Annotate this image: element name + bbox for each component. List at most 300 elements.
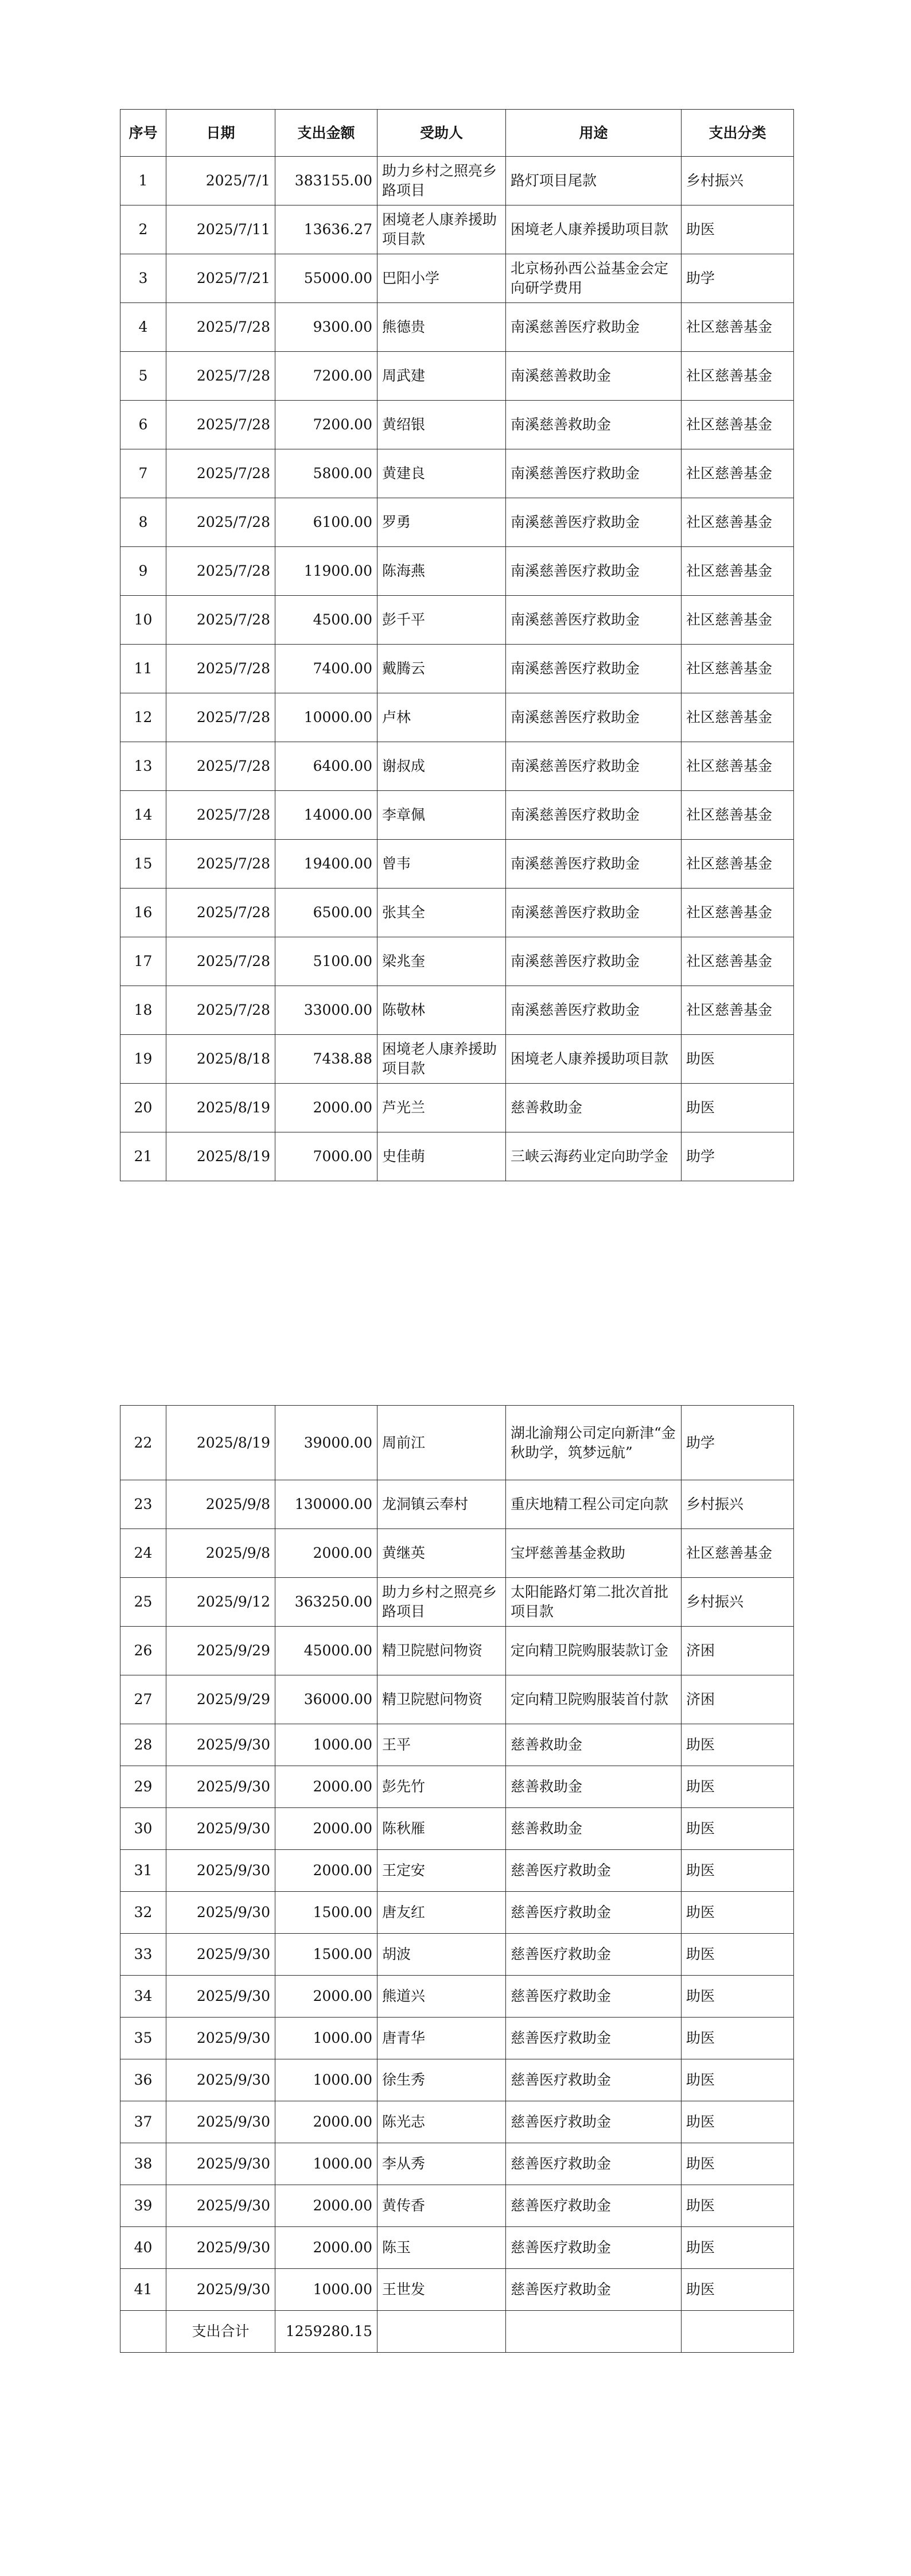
table-row — [120, 401, 794, 449]
table-body-page-1 — [120, 157, 794, 1181]
row-recipient: 困境老人康养援助项目款 — [377, 205, 506, 254]
row-purpose: 困境老人康养援助项目款 — [506, 205, 682, 254]
row-recipient: 胡波 — [377, 1934, 506, 1976]
row-purpose: 慈善医疗救助金 — [506, 2018, 682, 2059]
row-amount: 11900.00 — [275, 547, 377, 596]
row-category: 助医 — [682, 1724, 794, 1766]
row-category: 助医 — [682, 1084, 794, 1132]
row-no: 3 — [120, 254, 166, 303]
row-recipient: 李章佩 — [377, 791, 506, 840]
row-amount: 55000.00 — [275, 254, 377, 303]
table-row — [120, 1627, 794, 1675]
row-purpose: 三峡云海药业定向助学金 — [506, 1132, 682, 1181]
row-amount: 2000.00 — [275, 1850, 377, 1892]
total-empty-category — [682, 2311, 794, 2353]
row-no: 41 — [120, 2269, 166, 2311]
row-date: 2025/9/29 — [166, 1675, 275, 1724]
row-category: 社区慈善基金 — [682, 449, 794, 498]
row-no: 18 — [120, 986, 166, 1035]
row-amount: 19400.00 — [275, 840, 377, 889]
row-date: 2025/9/29 — [166, 1627, 275, 1675]
row-amount: 2000.00 — [275, 1976, 377, 2018]
row-date: 2025/9/30 — [166, 1766, 275, 1808]
row-purpose: 南溪慈善救助金 — [506, 401, 682, 449]
row-category: 社区慈善基金 — [682, 401, 794, 449]
row-recipient: 巴阳小学 — [377, 254, 506, 303]
row-date: 2025/7/11 — [166, 205, 275, 254]
row-date: 2025/9/30 — [166, 1808, 275, 1850]
row-purpose: 宝坪慈善基金救助 — [506, 1529, 682, 1578]
table-row — [120, 1132, 794, 1181]
row-purpose: 慈善医疗救助金 — [506, 1976, 682, 2018]
row-category: 助医 — [682, 1976, 794, 2018]
table-row — [120, 2018, 794, 2059]
row-date: 2025/7/21 — [166, 254, 275, 303]
row-date: 2025/7/28 — [166, 693, 275, 742]
row-amount: 2000.00 — [275, 2227, 377, 2269]
row-category: 助学 — [682, 1132, 794, 1181]
row-category: 助医 — [682, 1808, 794, 1850]
row-purpose: 南溪慈善医疗救助金 — [506, 840, 682, 889]
table-row — [120, 1892, 794, 1934]
row-no: 19 — [120, 1035, 166, 1084]
row-no: 9 — [120, 547, 166, 596]
row-no: 26 — [120, 1627, 166, 1675]
row-purpose: 定向精卫院购服装款订金 — [506, 1627, 682, 1675]
row-purpose: 慈善医疗救助金 — [506, 2269, 682, 2311]
row-amount: 33000.00 — [275, 986, 377, 1035]
row-amount: 363250.00 — [275, 1578, 377, 1627]
row-no: 16 — [120, 889, 166, 937]
row-amount: 2000.00 — [275, 1766, 377, 1808]
row-no: 38 — [120, 2143, 166, 2185]
table-row — [120, 889, 794, 937]
header-amount: 支出金额 — [275, 110, 377, 157]
header-date: 日期 — [166, 110, 275, 157]
row-amount: 1000.00 — [275, 2018, 377, 2059]
total-amount: 1259280.15 — [275, 2311, 377, 2353]
row-date: 2025/7/28 — [166, 840, 275, 889]
header-no: 序号 — [120, 110, 166, 157]
row-no: 29 — [120, 1766, 166, 1808]
table-row — [120, 498, 794, 547]
row-no: 11 — [120, 645, 166, 693]
row-recipient: 陈光志 — [377, 2101, 506, 2143]
header-category: 支出分类 — [682, 110, 794, 157]
row-category: 乡村振兴 — [682, 157, 794, 205]
row-purpose: 南溪慈善医疗救助金 — [506, 303, 682, 352]
row-category: 社区慈善基金 — [682, 889, 794, 937]
row-no: 27 — [120, 1675, 166, 1724]
row-purpose: 南溪慈善医疗救助金 — [506, 547, 682, 596]
row-date: 2025/9/30 — [166, 2018, 275, 2059]
row-date: 2025/9/12 — [166, 1578, 275, 1627]
row-purpose: 慈善医疗救助金 — [506, 2185, 682, 2227]
row-no: 12 — [120, 693, 166, 742]
row-no: 30 — [120, 1808, 166, 1850]
row-no: 7 — [120, 449, 166, 498]
row-purpose: 南溪慈善救助金 — [506, 352, 682, 401]
row-purpose: 南溪慈善医疗救助金 — [506, 937, 682, 986]
row-recipient: 黄传香 — [377, 2185, 506, 2227]
total-empty-purpose — [506, 2311, 682, 2353]
header-purpose: 用途 — [506, 110, 682, 157]
row-amount: 7000.00 — [275, 1132, 377, 1181]
row-purpose: 困境老人康养援助项目款 — [506, 1035, 682, 1084]
row-amount: 6500.00 — [275, 889, 377, 937]
row-date: 2025/8/18 — [166, 1035, 275, 1084]
expenditure-table-page-2 — [120, 1405, 794, 2353]
row-amount: 5100.00 — [275, 937, 377, 986]
header-recipient: 受助人 — [377, 110, 506, 157]
row-no: 15 — [120, 840, 166, 889]
table-body-page-2 — [120, 1406, 794, 2311]
row-amount: 6400.00 — [275, 742, 377, 791]
table-row — [120, 2059, 794, 2101]
row-category: 社区慈善基金 — [682, 693, 794, 742]
row-amount: 383155.00 — [275, 157, 377, 205]
row-amount: 7438.88 — [275, 1035, 377, 1084]
row-date: 2025/8/19 — [166, 1132, 275, 1181]
row-no: 21 — [120, 1132, 166, 1181]
row-date: 2025/7/28 — [166, 986, 275, 1035]
row-purpose: 慈善医疗救助金 — [506, 1934, 682, 1976]
row-purpose: 南溪慈善医疗救助金 — [506, 596, 682, 645]
row-date: 2025/7/28 — [166, 352, 275, 401]
row-recipient: 陈敬林 — [377, 986, 506, 1035]
row-purpose: 南溪慈善医疗救助金 — [506, 693, 682, 742]
total-row — [120, 2311, 794, 2353]
row-amount: 7400.00 — [275, 645, 377, 693]
row-category: 助医 — [682, 1850, 794, 1892]
row-date: 2025/9/30 — [166, 1892, 275, 1934]
row-date: 2025/9/30 — [166, 2269, 275, 2311]
row-category: 助学 — [682, 1406, 794, 1480]
row-category: 济困 — [682, 1627, 794, 1675]
row-recipient: 戴腾云 — [377, 645, 506, 693]
row-date: 2025/7/28 — [166, 449, 275, 498]
row-recipient: 周武建 — [377, 352, 506, 401]
row-amount: 13636.27 — [275, 205, 377, 254]
row-no: 17 — [120, 937, 166, 986]
table-row — [120, 1724, 794, 1766]
row-no: 37 — [120, 2101, 166, 2143]
row-no: 32 — [120, 1892, 166, 1934]
row-recipient: 彭千平 — [377, 596, 506, 645]
row-date: 2025/7/28 — [166, 596, 275, 645]
table-row — [120, 1934, 794, 1976]
row-category: 社区慈善基金 — [682, 645, 794, 693]
row-recipient: 史佳萌 — [377, 1132, 506, 1181]
table-row — [120, 1766, 794, 1808]
row-amount: 6100.00 — [275, 498, 377, 547]
table-row — [120, 937, 794, 986]
table-row — [120, 254, 794, 303]
row-amount: 4500.00 — [275, 596, 377, 645]
total-no-cell — [120, 2311, 166, 2353]
row-amount: 5800.00 — [275, 449, 377, 498]
row-recipient: 陈玉 — [377, 2227, 506, 2269]
row-purpose: 慈善医疗救助金 — [506, 2101, 682, 2143]
table-row — [120, 986, 794, 1035]
row-date: 2025/7/28 — [166, 937, 275, 986]
row-recipient: 精卫院慰问物资 — [377, 1675, 506, 1724]
row-no: 31 — [120, 1850, 166, 1892]
row-category: 社区慈善基金 — [682, 498, 794, 547]
row-no: 40 — [120, 2227, 166, 2269]
row-amount: 2000.00 — [275, 2185, 377, 2227]
row-amount: 1000.00 — [275, 2059, 377, 2101]
row-no: 1 — [120, 157, 166, 205]
row-date: 2025/7/28 — [166, 547, 275, 596]
row-recipient: 梁兆奎 — [377, 937, 506, 986]
table-row — [120, 693, 794, 742]
row-recipient: 曾韦 — [377, 840, 506, 889]
row-recipient: 陈海燕 — [377, 547, 506, 596]
row-category: 乡村振兴 — [682, 1578, 794, 1627]
row-purpose: 重庆地精工程公司定向款 — [506, 1480, 682, 1529]
table-row — [120, 157, 794, 205]
row-purpose: 慈善医疗救助金 — [506, 1850, 682, 1892]
row-category: 助医 — [682, 205, 794, 254]
row-category: 社区慈善基金 — [682, 937, 794, 986]
table-row — [120, 645, 794, 693]
table-row — [120, 1035, 794, 1084]
row-recipient: 困境老人康养援助项目款 — [377, 1035, 506, 1084]
row-no: 10 — [120, 596, 166, 645]
row-no: 5 — [120, 352, 166, 401]
row-category: 社区慈善基金 — [682, 840, 794, 889]
row-purpose: 南溪慈善医疗救助金 — [506, 645, 682, 693]
table-row — [120, 303, 794, 352]
row-category: 助医 — [682, 2143, 794, 2185]
table-row — [120, 1675, 794, 1724]
row-purpose: 南溪慈善医疗救助金 — [506, 791, 682, 840]
row-date: 2025/7/28 — [166, 303, 275, 352]
row-recipient: 精卫院慰问物资 — [377, 1627, 506, 1675]
row-category: 社区慈善基金 — [682, 1529, 794, 1578]
table-row — [120, 1084, 794, 1132]
row-purpose: 慈善救助金 — [506, 1766, 682, 1808]
row-recipient: 陈秋雁 — [377, 1808, 506, 1850]
row-category: 社区慈善基金 — [682, 352, 794, 401]
table-row — [120, 2185, 794, 2227]
row-amount: 10000.00 — [275, 693, 377, 742]
row-amount: 1000.00 — [275, 2269, 377, 2311]
row-amount: 1500.00 — [275, 1934, 377, 1976]
row-recipient: 熊德贵 — [377, 303, 506, 352]
row-amount: 2000.00 — [275, 2101, 377, 2143]
expenditure-table-page-1 — [120, 109, 794, 1181]
row-purpose: 慈善救助金 — [506, 1084, 682, 1132]
row-date: 2025/9/30 — [166, 1934, 275, 1976]
row-purpose: 慈善医疗救助金 — [506, 2143, 682, 2185]
row-category: 助医 — [682, 2018, 794, 2059]
row-amount: 1500.00 — [275, 1892, 377, 1934]
row-category: 助学 — [682, 254, 794, 303]
row-recipient: 龙洞镇云奉村 — [377, 1480, 506, 1529]
row-recipient: 芦光兰 — [377, 1084, 506, 1132]
table-row — [120, 791, 794, 840]
row-amount: 39000.00 — [275, 1406, 377, 1480]
table-row — [120, 596, 794, 645]
row-purpose: 路灯项目尾款 — [506, 157, 682, 205]
row-category: 助医 — [682, 1766, 794, 1808]
row-recipient: 罗勇 — [377, 498, 506, 547]
row-purpose: 南溪慈善医疗救助金 — [506, 742, 682, 791]
row-no: 6 — [120, 401, 166, 449]
row-purpose: 南溪慈善医疗救助金 — [506, 889, 682, 937]
row-no: 8 — [120, 498, 166, 547]
row-no: 4 — [120, 303, 166, 352]
row-recipient: 卢林 — [377, 693, 506, 742]
table-row — [120, 1850, 794, 1892]
row-amount: 36000.00 — [275, 1675, 377, 1724]
row-amount: 9300.00 — [275, 303, 377, 352]
row-no: 36 — [120, 2059, 166, 2101]
row-recipient: 王平 — [377, 1724, 506, 1766]
row-date: 2025/9/30 — [166, 2227, 275, 2269]
row-recipient: 助力乡村之照亮乡路项目 — [377, 157, 506, 205]
total-empty-recipient — [377, 2311, 506, 2353]
row-date: 2025/9/30 — [166, 1724, 275, 1766]
row-category: 助医 — [682, 1035, 794, 1084]
row-date: 2025/9/30 — [166, 2059, 275, 2101]
row-date: 2025/9/8 — [166, 1480, 275, 1529]
row-purpose: 慈善医疗救助金 — [506, 2059, 682, 2101]
table-row — [120, 2101, 794, 2143]
row-date: 2025/8/19 — [166, 1406, 275, 1480]
row-recipient: 王定安 — [377, 1850, 506, 1892]
row-recipient: 彭先竹 — [377, 1766, 506, 1808]
row-purpose: 太阳能路灯第二批次首批项目款 — [506, 1578, 682, 1627]
row-purpose: 慈善医疗救助金 — [506, 2227, 682, 2269]
row-amount: 130000.00 — [275, 1480, 377, 1529]
row-category: 助医 — [682, 2059, 794, 2101]
header-row — [120, 110, 794, 157]
row-amount: 2000.00 — [275, 1529, 377, 1578]
row-amount: 1000.00 — [275, 2143, 377, 2185]
row-date: 2025/9/30 — [166, 2143, 275, 2185]
row-no: 28 — [120, 1724, 166, 1766]
table-row — [120, 1976, 794, 2018]
row-category: 助医 — [682, 2269, 794, 2311]
row-recipient: 王世发 — [377, 2269, 506, 2311]
row-amount: 7200.00 — [275, 401, 377, 449]
row-purpose: 慈善救助金 — [506, 1808, 682, 1850]
row-category: 助医 — [682, 2227, 794, 2269]
row-category: 济困 — [682, 1675, 794, 1724]
table-row — [120, 1529, 794, 1578]
row-no: 33 — [120, 1934, 166, 1976]
row-no: 35 — [120, 2018, 166, 2059]
row-date: 2025/9/30 — [166, 1976, 275, 2018]
row-category: 社区慈善基金 — [682, 791, 794, 840]
row-amount: 2000.00 — [275, 1808, 377, 1850]
table-row — [120, 1406, 794, 1480]
row-no: 20 — [120, 1084, 166, 1132]
row-purpose: 慈善医疗救助金 — [506, 1892, 682, 1934]
row-category: 社区慈善基金 — [682, 596, 794, 645]
row-category: 社区慈善基金 — [682, 547, 794, 596]
row-no: 14 — [120, 791, 166, 840]
row-no: 23 — [120, 1480, 166, 1529]
row-recipient: 助力乡村之照亮乡路项目 — [377, 1578, 506, 1627]
row-date: 2025/9/30 — [166, 2185, 275, 2227]
row-recipient: 周前江 — [377, 1406, 506, 1480]
table-row — [120, 1480, 794, 1529]
table-row — [120, 2269, 794, 2311]
row-date: 2025/7/28 — [166, 791, 275, 840]
row-amount: 14000.00 — [275, 791, 377, 840]
table-row — [120, 547, 794, 596]
row-amount: 45000.00 — [275, 1627, 377, 1675]
row-amount: 2000.00 — [275, 1084, 377, 1132]
row-category: 助医 — [682, 2185, 794, 2227]
row-category: 助医 — [682, 1892, 794, 1934]
row-recipient: 徐生秀 — [377, 2059, 506, 2101]
row-date: 2025/8/19 — [166, 1084, 275, 1132]
table-row — [120, 352, 794, 401]
row-purpose: 南溪慈善医疗救助金 — [506, 498, 682, 547]
row-category: 助医 — [682, 1934, 794, 1976]
row-amount: 1000.00 — [275, 1724, 377, 1766]
row-no: 39 — [120, 2185, 166, 2227]
row-date: 2025/9/30 — [166, 2101, 275, 2143]
row-recipient: 唐友红 — [377, 1892, 506, 1934]
row-recipient: 黄建良 — [377, 449, 506, 498]
table-row — [120, 840, 794, 889]
row-recipient: 李从秀 — [377, 2143, 506, 2185]
table-row — [120, 1808, 794, 1850]
row-category: 助医 — [682, 2101, 794, 2143]
table-row — [120, 449, 794, 498]
row-purpose: 南溪慈善医疗救助金 — [506, 449, 682, 498]
row-date: 2025/7/28 — [166, 889, 275, 937]
row-category: 社区慈善基金 — [682, 742, 794, 791]
row-category: 乡村振兴 — [682, 1480, 794, 1529]
row-amount: 7200.00 — [275, 352, 377, 401]
row-purpose: 北京杨孙西公益基金会定向研学费用 — [506, 254, 682, 303]
row-purpose: 定向精卫院购服装首付款 — [506, 1675, 682, 1724]
row-no: 22 — [120, 1406, 166, 1480]
row-date: 2025/7/28 — [166, 498, 275, 547]
row-no: 24 — [120, 1529, 166, 1578]
row-date: 2025/7/28 — [166, 401, 275, 449]
row-no: 25 — [120, 1578, 166, 1627]
table-row — [120, 1578, 794, 1627]
row-no: 13 — [120, 742, 166, 791]
total-label: 支出合计 — [166, 2311, 275, 2353]
table-row — [120, 2227, 794, 2269]
row-date: 2025/9/30 — [166, 1850, 275, 1892]
row-recipient: 张其全 — [377, 889, 506, 937]
row-recipient: 黄继英 — [377, 1529, 506, 1578]
row-recipient: 黄绍银 — [377, 401, 506, 449]
row-recipient: 熊道兴 — [377, 1976, 506, 2018]
row-category: 社区慈善基金 — [682, 303, 794, 352]
row-date: 2025/7/28 — [166, 645, 275, 693]
row-purpose: 慈善救助金 — [506, 1724, 682, 1766]
row-no: 2 — [120, 205, 166, 254]
row-purpose: 湖北渝翔公司定向新津“金秋助学，筑梦远航” — [506, 1406, 682, 1480]
row-date: 2025/9/8 — [166, 1529, 275, 1578]
row-date: 2025/7/28 — [166, 742, 275, 791]
row-no: 34 — [120, 1976, 166, 2018]
row-recipient: 谢叔成 — [377, 742, 506, 791]
row-date: 2025/7/1 — [166, 157, 275, 205]
table-row — [120, 742, 794, 791]
